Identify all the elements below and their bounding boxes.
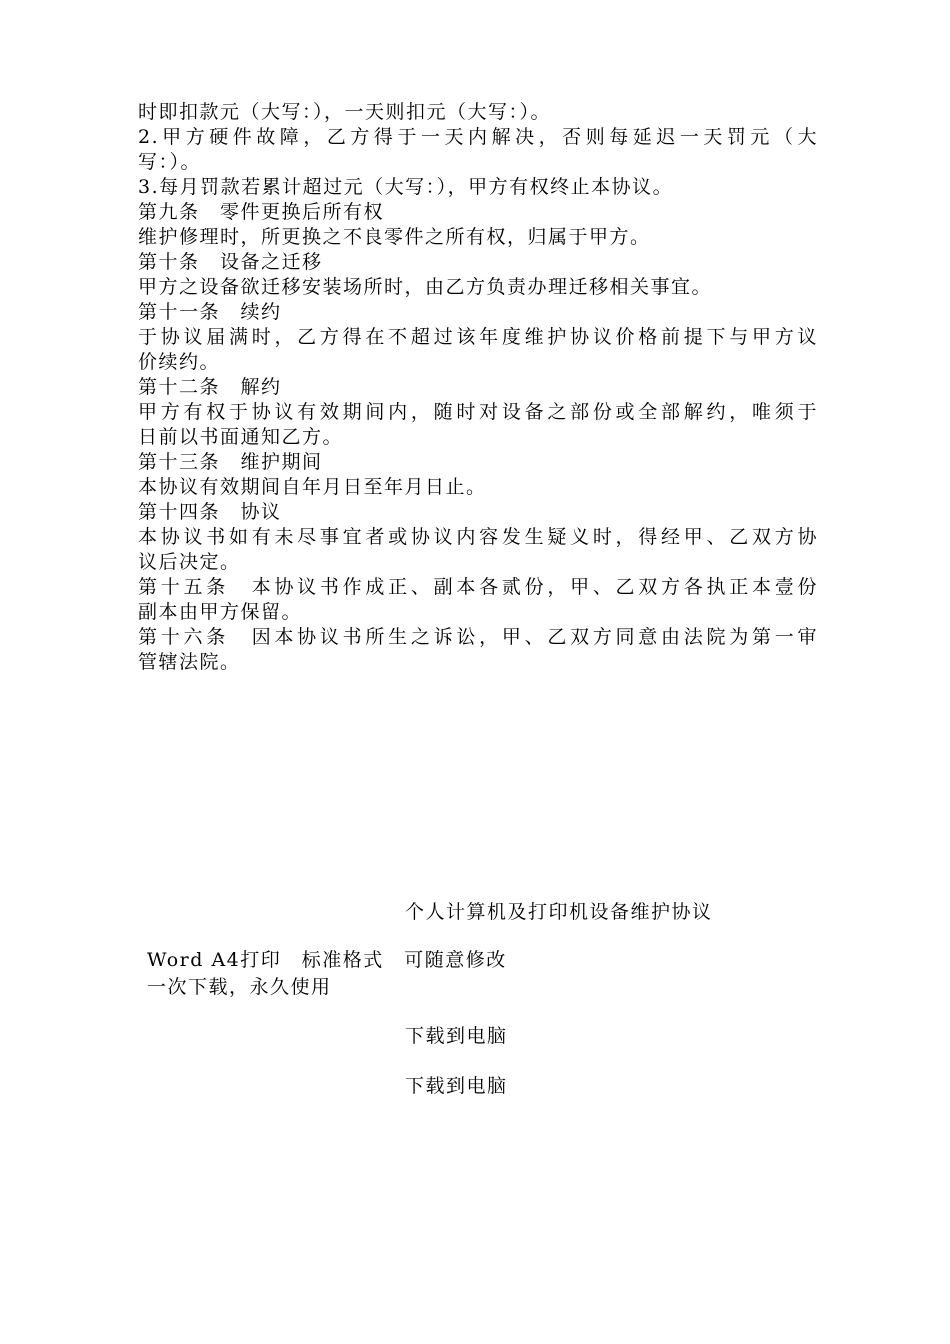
text-line: 3.每月罚款若累计超过元（大写：），甲方有权终止本协议。: [138, 176, 674, 198]
section-heading: 第九条 零件更换后所有权: [138, 201, 385, 223]
text-line: 本协议有效期间自年月日至年月日止。: [138, 476, 487, 498]
text-line: 价续约。: [138, 351, 221, 373]
text-line: 副本由甲方保留。: [138, 601, 303, 623]
document-body: [138, 100, 818, 675]
section-heading: 第十四条 协议: [138, 501, 282, 523]
download-link[interactable]: 下载到电脑: [405, 1075, 508, 1097]
text-line: 甲方有权于协议有效期间内，随时对设备之部份或全部解约，唯须于: [138, 401, 818, 423]
text-line: 于协议届满时，乙方得在不超过该年度维护协议价格前提下与甲方议: [138, 326, 818, 348]
text-line: 本协议书如有未尽事宜者或协议内容发生疑义时，得经甲、乙双方协: [138, 526, 818, 548]
text-line: 管辖法院。: [138, 651, 241, 673]
text-line: 甲方之设备欲迁移安装场所时，由乙方负责办理迁移相关事宜。: [138, 276, 713, 298]
text-line: 2.甲方硬件故障，乙方得于一天内解决，否则每延迟一天罚元（大: [138, 126, 818, 148]
text-line: 议后决定。: [138, 551, 241, 573]
text-line: 日前以书面通知乙方。: [138, 426, 344, 448]
section-heading: 第十五条 本协议书作成正、副本各贰份，甲、乙双方各执正本壹份: [138, 576, 818, 598]
section-heading: 第十六条 因本协议书所生之诉讼，甲、乙双方同意由法院为第一审: [138, 626, 818, 648]
text-line: 维护修理时，所更换之不良零件之所有权，归属于甲方。: [138, 226, 651, 248]
section-heading: 第十三条 维护期间: [138, 451, 323, 473]
format-note: Word A4打印 标准格式 可随意修改: [147, 949, 507, 971]
section-heading: 第十二条 解约: [138, 376, 282, 398]
text-line: 写：）。: [138, 151, 202, 173]
download-link[interactable]: 下载到电脑: [405, 1025, 508, 1047]
footer-title: 个人计算机及打印机设备维护协议: [405, 901, 713, 923]
usage-note: 一次下载，永久使用: [147, 976, 332, 998]
section-heading: 第十一条 续约: [138, 301, 282, 323]
section-heading: 第十条 设备之迁移: [138, 251, 323, 273]
text-line: 时即扣款元（大写：），一天则扣元（大写：）。: [138, 101, 552, 123]
